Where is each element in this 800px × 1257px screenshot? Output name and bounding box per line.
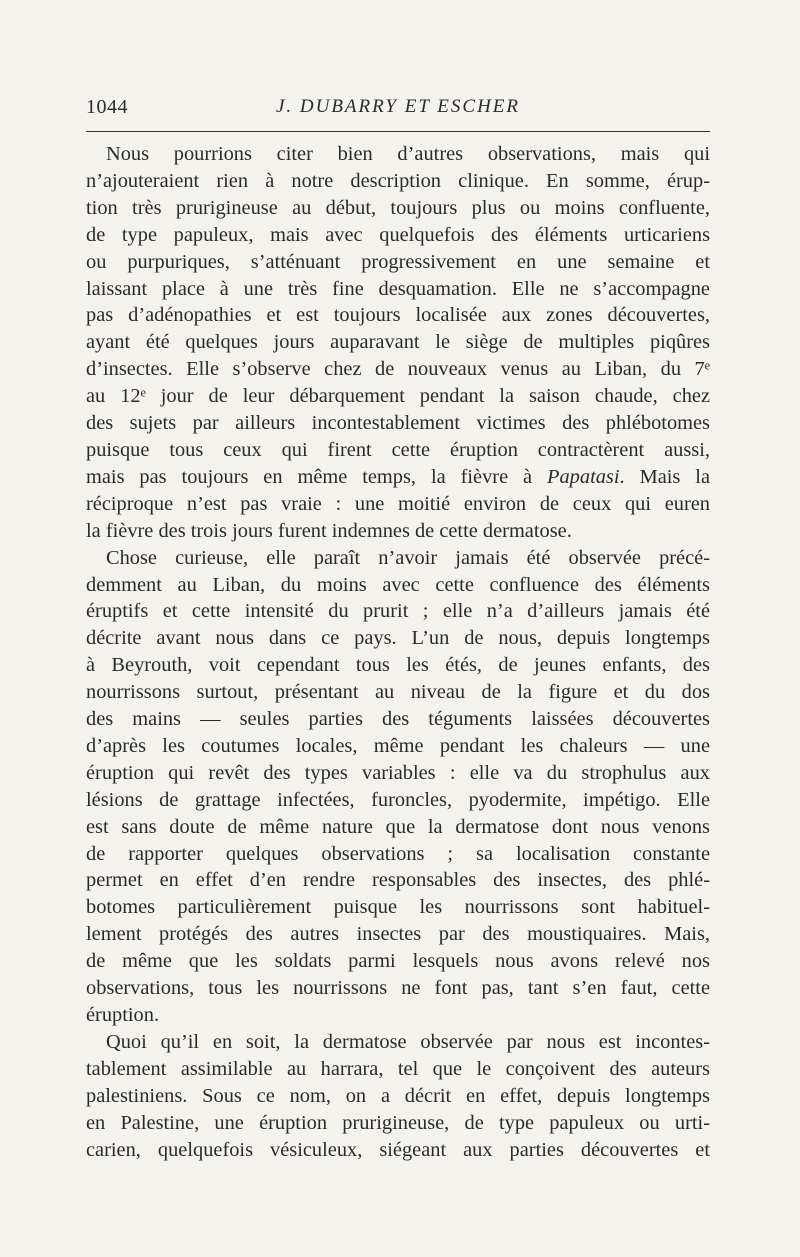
text-line: ayant été quelques jours auparavant le siège de multiples piqûres [86, 331, 710, 354]
text-line: réciproque n’est pas vraie : une moitié environ de ceux qui euren [86, 492, 710, 515]
text-line: nourrissons surtout, présentant au niveau de la figure et du dos [86, 681, 710, 704]
text-line: puisque tous ceux qui firent cette éruption contractèrent aussi, [86, 438, 710, 461]
paragraph [86, 141, 710, 545]
paragraph [86, 1029, 710, 1164]
text-line: ou purpuriques, s’atténuant progressivement en une semaine et [86, 250, 710, 273]
italic-term: Papatasi [547, 465, 620, 488]
text-line: botomes particulièrement puisque les nourrissons sont habituel- [86, 896, 710, 919]
text-line: mais pas toujours en même temps, la fièvre à Papatasi. Mais la [86, 465, 710, 488]
text-line: des mains — seules parties des téguments laissées découvertes [86, 708, 710, 731]
page-number: 1044 [86, 96, 128, 118]
text-line: d’insectes. Elle s’observe chez de nouveaux venus au Liban, du 7ᵉ [86, 358, 710, 381]
text-line: lement protégés des autres insectes par des moustiquaires. Mais, [86, 923, 710, 946]
body-text [86, 141, 710, 1163]
text-line: de type papuleux, mais avec quelquefois des éléments urticariens [86, 223, 710, 246]
text-line: éruptifs et cette intensité du prurit ; elle n’a d’ailleurs jamais été [86, 600, 710, 623]
text-line: en Palestine, une éruption prurigineuse, de type papuleux ou urti- [86, 1111, 710, 1134]
text-line: à Beyrouth, voit cependant tous les étés, de jeunes enfants, des [86, 654, 710, 677]
text-line: la fièvre des trois jours furent indemnes de cette dermatose. [86, 519, 572, 542]
text-line: Nous pourrions citer bien d’autres observations, mais qui [106, 143, 710, 165]
text-line: demment au Liban, du moins avec cette confluence des éléments [86, 573, 710, 596]
text-line: carien, quelquefois vésiculeux, siégeant aux parties découvertes et [86, 1138, 710, 1161]
text-line: tion très prurigineuse au début, toujours plus ou moins confluente, [86, 196, 710, 219]
text-line: est sans doute de même nature que la dermatose dont nous venons [86, 815, 710, 838]
text-line: éruption. [86, 1004, 160, 1026]
text-line: lésions de grattage infectées, furoncles, pyodermite, impétigo. Elle [86, 788, 710, 811]
running-head: J. DUBARRY ET ESCHER [275, 96, 521, 117]
header-rule [86, 131, 710, 132]
text-line: de rapporter quelques observations ; sa localisation constante [86, 842, 710, 865]
text-line: de même que les soldats parmi lesquels nous avons relevé nos [86, 950, 710, 973]
text-line: tablement assimilable au harrara, tel que le conçoivent des auteurs [86, 1057, 710, 1080]
text-line: observations, tous les nourrissons ne font pas, tant s’en faut, cette [86, 977, 710, 1000]
text-line: Quoi qu’il en soit, la dermatose observée par nous est incontes- [106, 1030, 710, 1053]
text-line: au 12ᵉ jour de leur débarquement pendant la saison chaude, chez [86, 385, 710, 408]
text-line: n’ajouteraient rien à notre description clinique. En somme, érup- [86, 169, 710, 192]
text-line: Chose curieuse, elle paraît n’avoir jamais été observée précé- [106, 546, 710, 569]
paragraph [86, 545, 710, 1029]
text-line: permet en effet d’en rendre responsables des insectes, des phlé- [86, 869, 710, 892]
text-line: pas d’adénopathies et est toujours localisée aux zones découvertes, [86, 304, 710, 327]
text-line: des sujets par ailleurs incontestablement victimes des phlébotomes [86, 412, 710, 435]
text-line: laissant place à une très fine desquamation. Elle ne s’accompagne [86, 277, 710, 300]
text-line: éruption qui revêt des types variables : elle va du strophulus aux [86, 761, 710, 784]
text-line: palestiniens. Sous ce nom, on a décrit en effet, depuis longtemps [86, 1084, 710, 1107]
page-header [86, 96, 710, 126]
text-line: décrite avant nous dans ce pays. L’un de nous, depuis longtemps [86, 627, 710, 650]
text-line: d’après les coutumes locales, même pendant les chaleurs — une [86, 734, 710, 757]
